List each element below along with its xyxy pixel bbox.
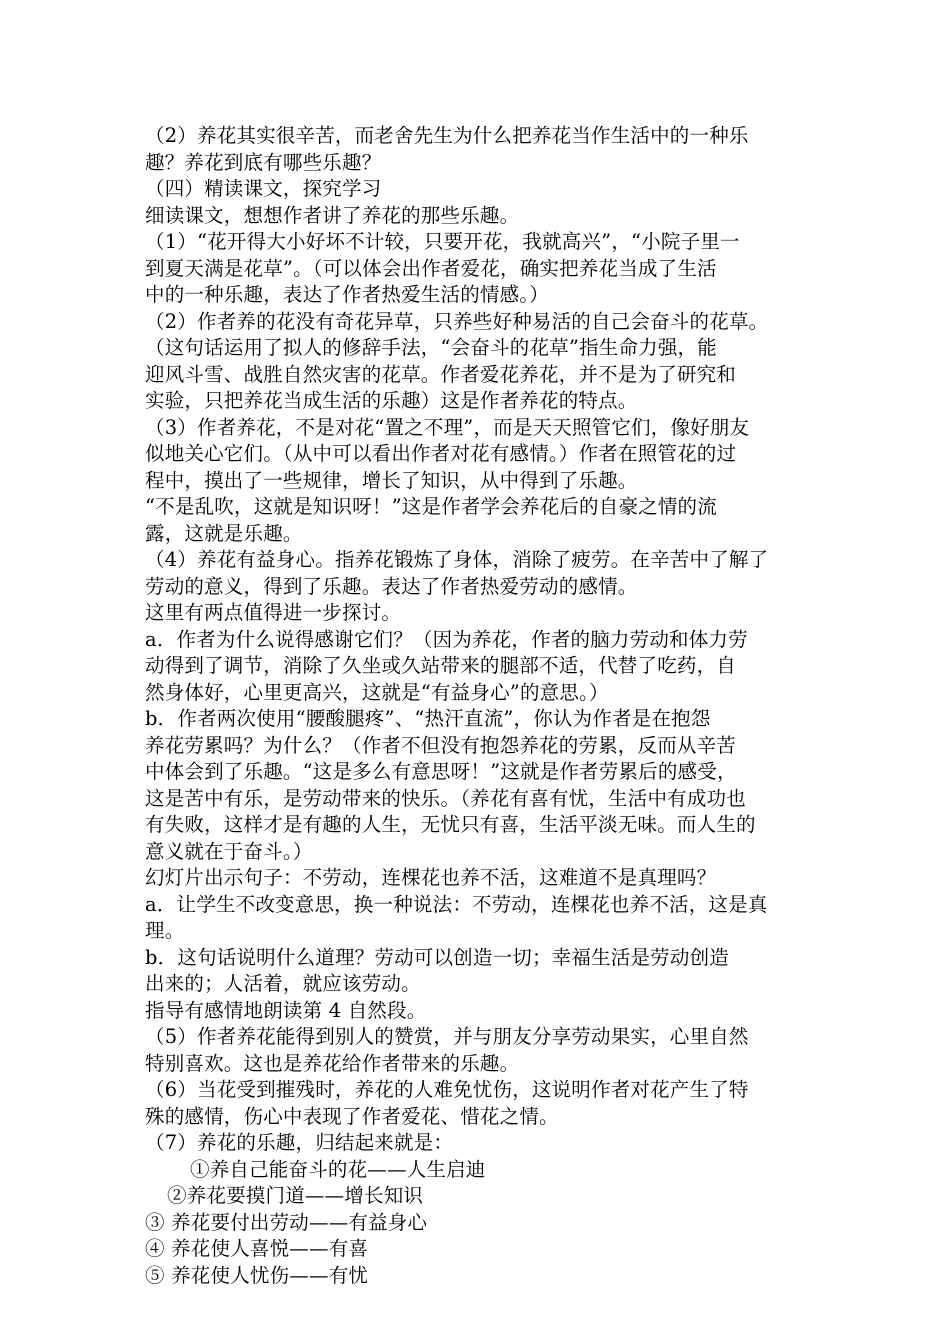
text-line: 这是苦中有乐，是劳动带来的快乐。（养花有喜有忧，生活中有成功也 <box>145 786 746 810</box>
text-line: a．让学生不改变意思，换一种说法：不劳动，连棵花也养不活，这是真 <box>145 892 768 916</box>
text-line: （2）作者养的花没有奇花异草，只养些好种易活的自己会奋斗的花草。 <box>145 309 769 333</box>
text-line: （7）养花的乐趣，归结起来就是： <box>145 1131 454 1154</box>
summary-item: ②养花要摸门道——增长知识 <box>167 1184 424 1207</box>
text-line: （1）“花开得大小好坏不计较，只要开花，我就高兴”，“小院子里一 <box>145 230 740 253</box>
summary-item: ①养自己能奋斗的花——人生启迪 <box>190 1157 486 1181</box>
text-line: 有失败，这样才是有趣的人生，无忧只有喜，生活平淡无味。而人生的 <box>145 813 756 836</box>
text-line: 殊的感情，伤心中表现了作者爱花、惜花之情。 <box>145 1104 559 1128</box>
text-line: b．这句话说明什么道理？劳动可以创造一切；幸福生活是劳动创造 <box>145 945 729 969</box>
text-line: （5）作者养花能得到别人的赞赏，并与朋友分享劳动果实，心里自然 <box>145 1025 749 1048</box>
text-line: 理。 <box>145 919 185 942</box>
summary-item: ③ 养花要付出劳动——有益身心 <box>145 1210 428 1234</box>
document-body <box>145 123 815 1289</box>
text-line: 然身体好，心里更高兴，这就是“有益身心”的意思。） <box>145 680 609 704</box>
text-line: 细读课文，想想作者讲了养花的那些乐趣。 <box>145 203 520 227</box>
text-line: （4）养花有益身心。指养花锻炼了身体，消除了疲劳。在辛苦中了解了 <box>145 548 769 571</box>
text-line: 似地关心它们。（从中可以看出作者对花有感情。）作者在照管花的过 <box>145 442 737 465</box>
text-line: 出来的；人活着，就应该劳动。 <box>145 972 421 995</box>
text-line: （这句话运用了拟人的修辞手法，“会奋斗的花草”指生命力强，能 <box>145 336 717 359</box>
text-line: b．作者两次使用“腰酸腿疼”、“热汗直流”，你认为作者是在抱怨 <box>145 707 711 730</box>
text-line: 中体会到了乐趣。“这是多么有意思呀！”这就是作者劳累后的感受， <box>145 760 737 783</box>
text-line: “不是乱吹，这就是知识呀！”这是作者学会养花后的自豪之情的流 <box>145 495 717 518</box>
text-line: 特别喜欢。这也是养花给作者带来的乐趣。 <box>145 1051 520 1075</box>
text-line: （2）养花其实很辛苦，而老舍先生为什么把养花当作生活中的一种乐 <box>145 124 749 147</box>
text-line: 实验，只把养花当成生活的乐趣）这是作者养花的特点。 <box>145 389 638 412</box>
text-line: 到夏天满是花草”。（可以体会出作者爱花，确实把养花当成了生活 <box>145 256 717 280</box>
section-heading: （四）精读课文，探究学习 <box>145 177 382 200</box>
text-line: 幻灯片出示句子：不劳动，连棵花也养不活，这难道不是真理吗？ <box>145 866 717 889</box>
summary-item: ⑤ 养花使人忧伤——有忧 <box>145 1263 369 1287</box>
summary-item: ④ 养花使人喜悦——有喜 <box>145 1237 369 1260</box>
text-line: （6）当花受到摧残时，养花的人难免忧伤，这说明作者对花产生了特 <box>145 1078 749 1101</box>
text-line: a．作者为什么说得感谢它们？（因为养花，作者的脑力劳动和体力劳 <box>145 627 748 651</box>
text-line: （3）作者养花，不是对花“置之不理”，而是天天照管它们，像好朋友 <box>145 415 750 439</box>
text-line: 养花劳累吗？为什么？（作者不但没有抱怨养花的劳累，反而从辛苦 <box>145 733 737 757</box>
text-line: 趣？养花到底有哪些乐趣？ <box>145 150 382 174</box>
text-line: 指导有感情地朗读第 4 自然段。 <box>145 998 427 1022</box>
text-line: 迎风斗雪、战胜自然灾害的花草。作者爱花养花，并不是为了研究和 <box>145 362 737 386</box>
text-line: 这里有两点值得进一步探讨。 <box>145 601 402 624</box>
text-line: 意义就在于奋斗。） <box>145 839 313 863</box>
text-line: 中的一种乐趣，表达了作者热爱生活的情感。） <box>145 283 549 306</box>
text-line: 露，这就是乐趣。 <box>145 521 303 545</box>
text-line: 动得到了调节，消除了久坐或久站带来的腿部不适，代替了吃药，自 <box>145 654 737 677</box>
text-line: 程中，摸出了一些规律，增长了知识，从中得到了乐趣。 <box>145 468 638 492</box>
text-line: 劳动的意义，得到了乐趣。表达了作者热爱劳动的感情。 <box>145 574 638 598</box>
